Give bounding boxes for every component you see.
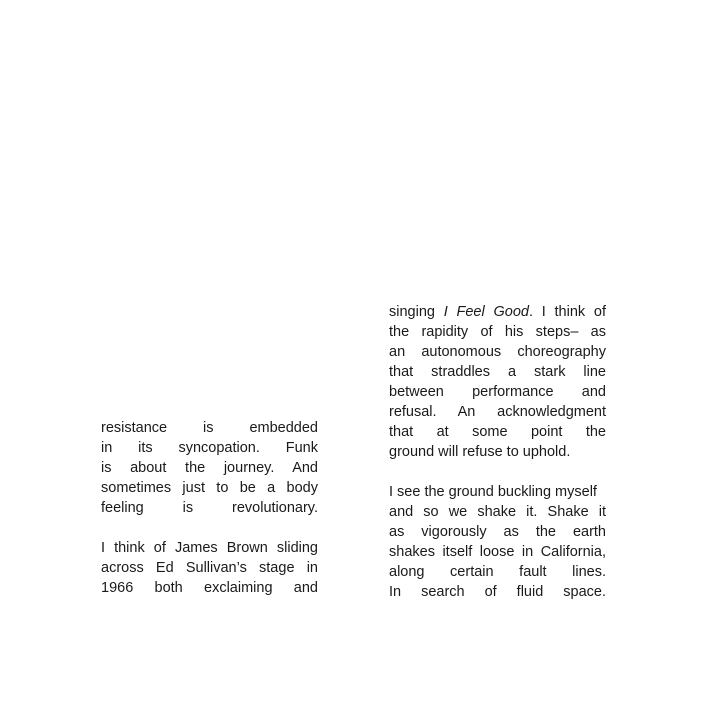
text-line: and so we shake it. Shake it [389, 504, 606, 520]
text-line: In search of fluid space. [389, 584, 606, 600]
left-text-column [101, 418, 318, 598]
text-line: that at some point the [389, 424, 606, 440]
right-text-column [389, 302, 606, 602]
text-fragment: . I think of [528, 304, 607, 320]
text-line: in its syncopation. Funk [101, 440, 318, 456]
text-line: 1966 both exclaiming and [101, 580, 318, 596]
text-line: between performance and [389, 384, 606, 400]
text-line: resistance is embedded [101, 420, 318, 436]
song-title: I Feel Good [443, 304, 529, 320]
text-line: an autonomous choreography [389, 344, 606, 360]
text-line: across Ed Sullivan’s stage in [101, 560, 318, 576]
text-line: that straddles a stark line [389, 364, 606, 380]
paragraph-gap [389, 462, 606, 482]
text-line: refusal. An acknowledgment [389, 404, 606, 420]
text-line: ground will refuse to uphold. [389, 444, 571, 460]
text-line: I see the ground buckling myself [389, 484, 597, 500]
text-line: feeling is revolutionary. [101, 500, 318, 516]
text-line: as vigorously as the earth [389, 524, 606, 540]
text-line: I think of James Brown sliding [101, 540, 318, 556]
text-fragment: singing [389, 304, 444, 320]
text-line: shakes itself loose in California, [389, 544, 606, 560]
text-line-with-title [389, 302, 606, 322]
text-line: along certain fault lines. [389, 564, 606, 580]
text-line: the rapidity of his steps– as [389, 324, 606, 340]
text-line: sometimes just to be a body [101, 480, 318, 496]
text-line: is about the journey. And [101, 460, 318, 476]
paragraph-gap [101, 518, 318, 538]
